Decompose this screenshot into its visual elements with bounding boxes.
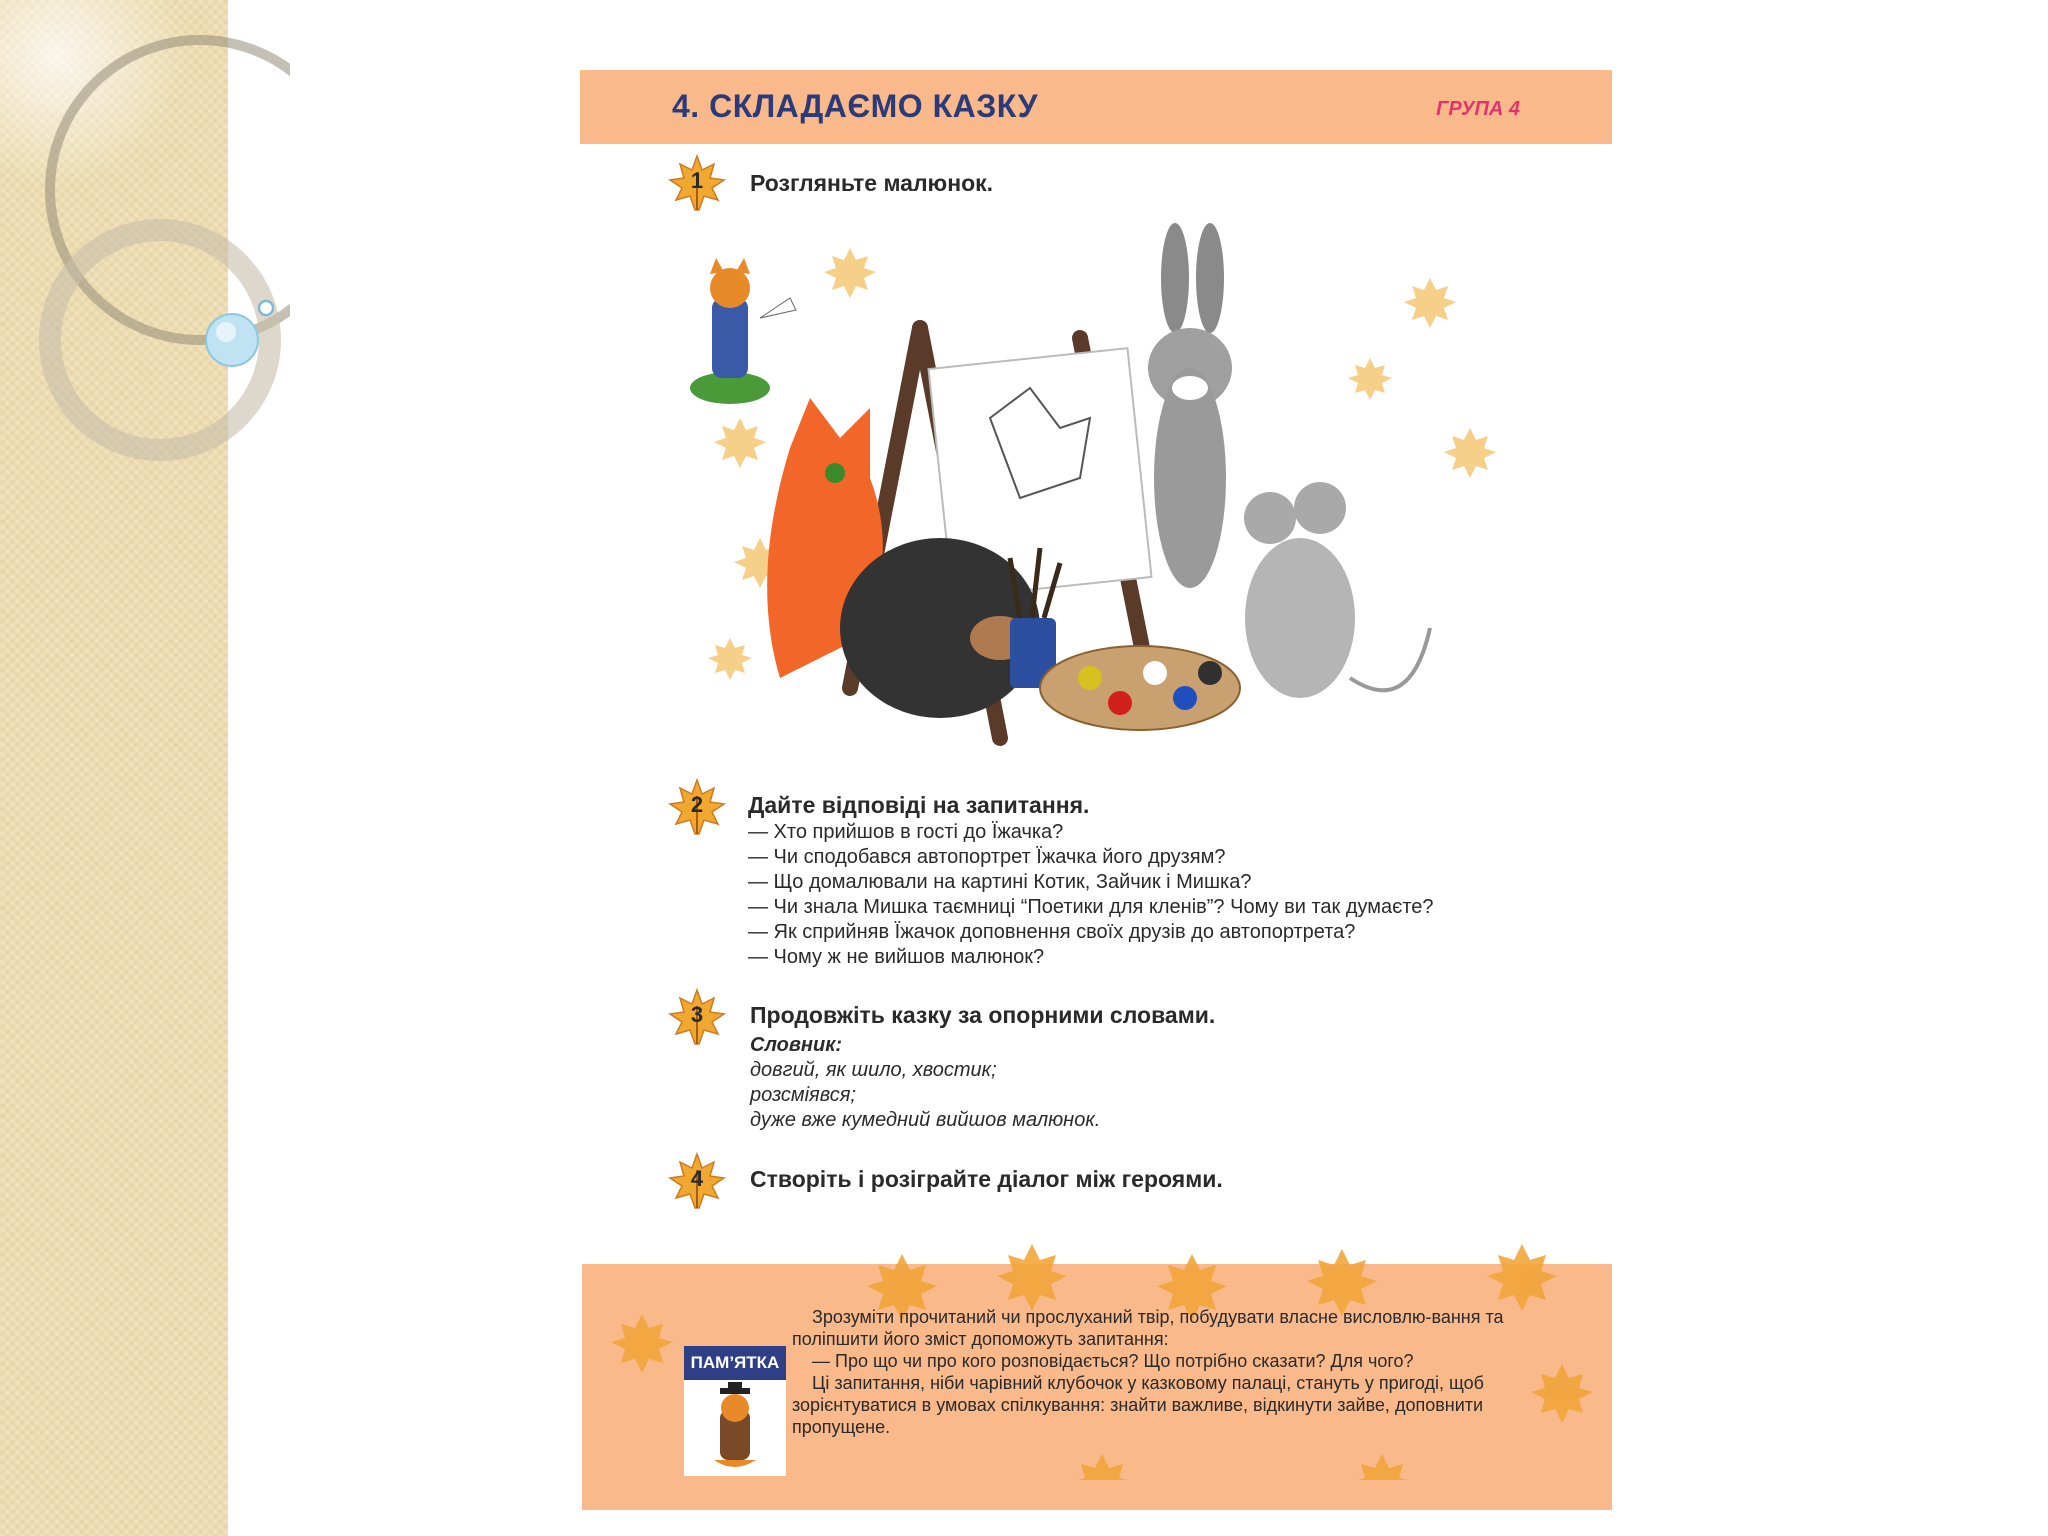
- question-item: — Чому ж не вийшов малюнок?: [748, 946, 1045, 968]
- memo-paragraph: — Про що чи про кого розповідається? Що потрібно сказати? Для чого?: [812, 1351, 1414, 1371]
- task-4-heading: Створіть і розіграйте діалог між героями.: [750, 1166, 1223, 1192]
- header-bar: [580, 70, 1612, 144]
- group-label: ГРУПА 4: [1436, 98, 1520, 120]
- memo-text: [792, 1306, 1572, 1438]
- task-1-heading: Розгляньте малюнок.: [750, 170, 994, 196]
- task-number-text: 1: [690, 168, 704, 193]
- fox-scholar-illustration: [684, 1380, 786, 1476]
- palette-illustration: [1040, 646, 1240, 730]
- textbook-page: [580, 68, 1612, 1510]
- dictionary-title: Словник:: [750, 1034, 843, 1056]
- question-item: — Чи знала Мишка таємниці “Поетики для кленів”? Чому ви так думаєте?: [748, 896, 1434, 918]
- rabbit-illustration: [1148, 223, 1232, 588]
- memo-paragraph: Ці запитання, ніби чарівний клубочок у казковому палаці, стануть у пригоді, щоб зорієнтуватися в умовах спілкування: знайти важливе, відкинути зайве, доповнити пропущене.: [792, 1373, 1484, 1437]
- questions-list: [748, 820, 1434, 970]
- dictionary-line: довгий, як шило, хвостик;: [750, 1059, 997, 1081]
- task-3-heading: Продовжіть казку за опорними словами.: [750, 1002, 1216, 1028]
- question-item: — Чи сподобався автопортрет Їжачка його друзям?: [748, 846, 1226, 868]
- dictionary-line: розсміявся;: [750, 1084, 856, 1106]
- question-item: — Як сприйняв Їжачок доповнення своїх друзів до автопортрета?: [748, 921, 1356, 943]
- task-2-heading: Дайте відповіді на запитання.: [748, 792, 1090, 818]
- main-illustration: [670, 218, 1550, 778]
- task-number-3: [666, 986, 728, 1048]
- decorative-rings: [0, 0, 290, 500]
- task-number-2: [666, 776, 728, 838]
- mouse-illustration: [1244, 482, 1430, 698]
- task-number-4: [666, 1150, 728, 1212]
- task-number-text: 3: [690, 1002, 704, 1027]
- task-number-text: 2: [690, 792, 704, 817]
- task-number-text: 4: [690, 1166, 704, 1191]
- page-title: 4. СКЛАДАЄМО КАЗКУ: [672, 88, 1038, 124]
- memo-badge: ПАМ’ЯТКА: [684, 1346, 786, 1380]
- fox-illustration: [690, 258, 796, 404]
- question-item: — Хто прийшов в гості до Їжачка?: [748, 821, 1064, 843]
- task-number-1: [666, 152, 728, 214]
- question-item: — Що домалювали на картині Котик, Зайчик і Мишка?: [748, 871, 1252, 893]
- dictionary-line: дуже вже кумедний вийшов малюнок.: [750, 1109, 1101, 1131]
- memo-paragraph: Зрозуміти прочитаний чи прослуханий твір, побудувати власне висловлю-вання та поліпшити його зміст допоможуть запитання:: [792, 1307, 1504, 1349]
- dictionary-block: [750, 1033, 1100, 1133]
